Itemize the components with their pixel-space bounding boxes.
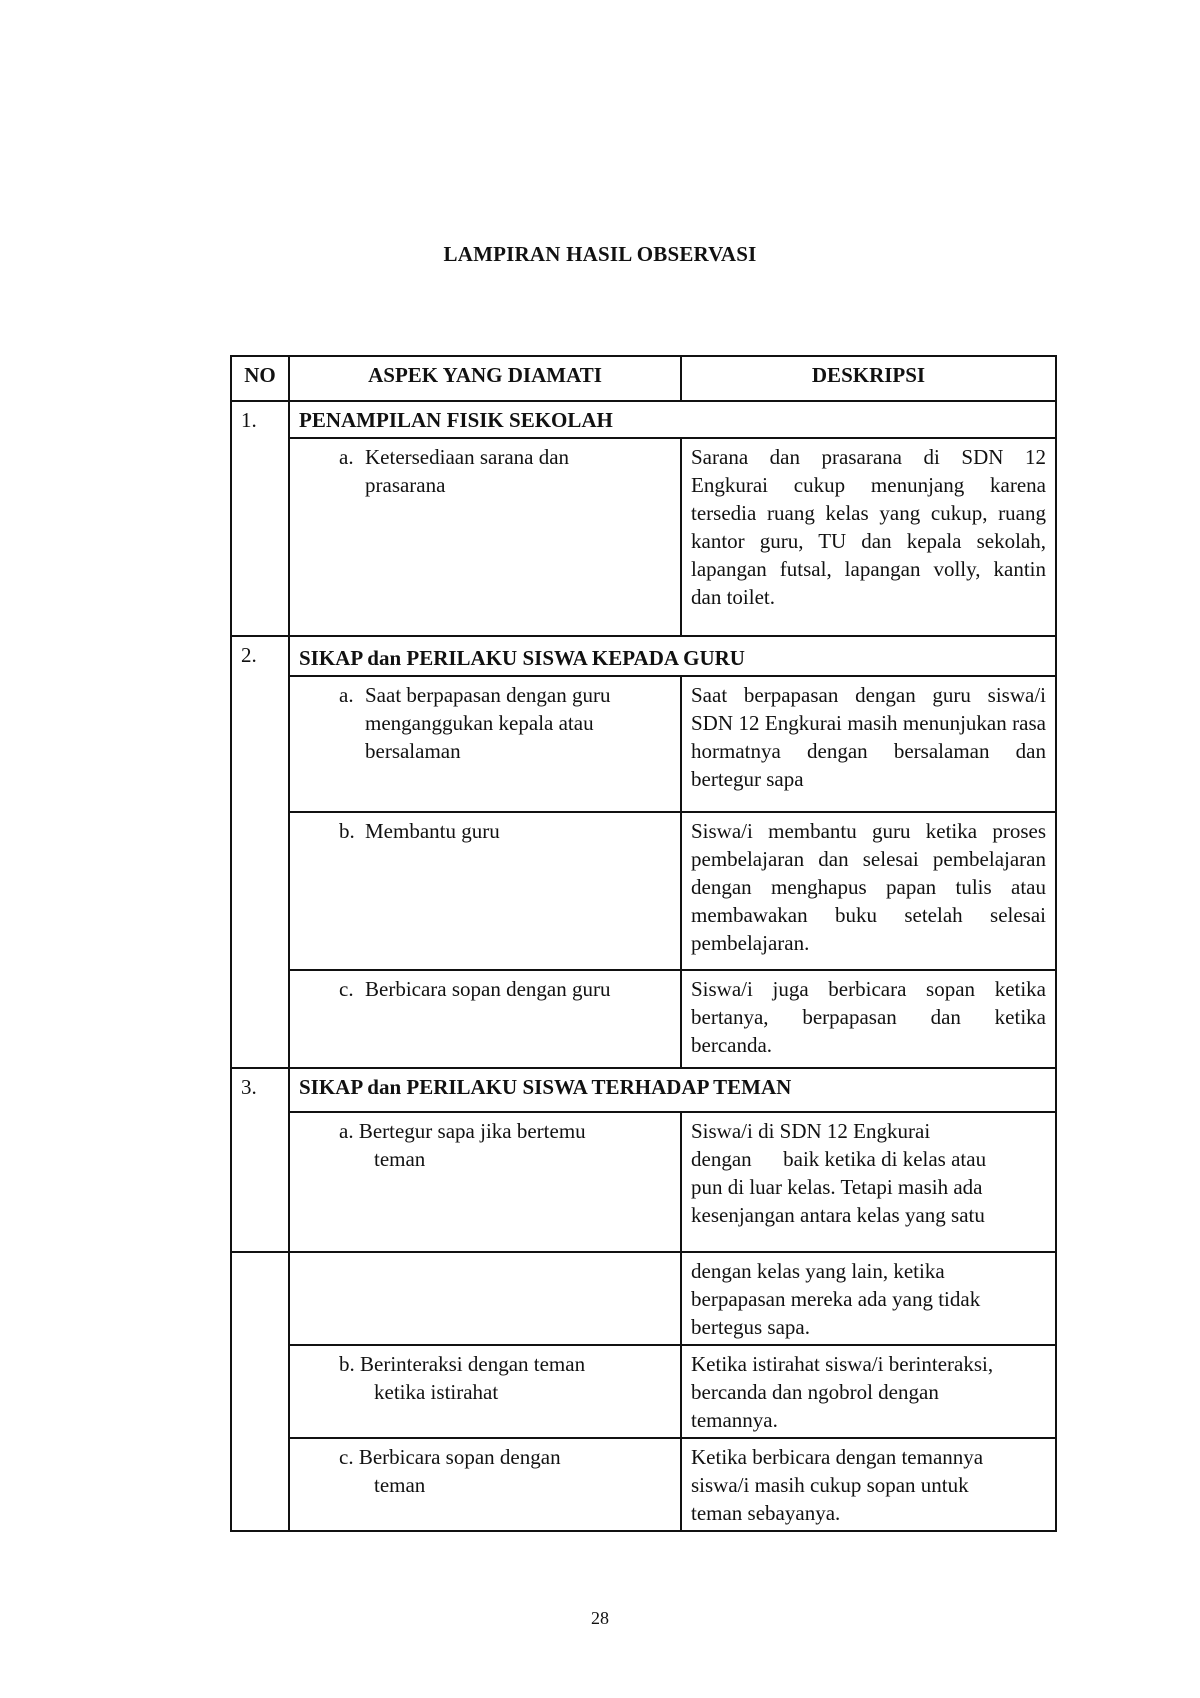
table-row bbox=[231, 1438, 1056, 1531]
description-cell bbox=[681, 1112, 1056, 1252]
table-row bbox=[231, 1345, 1056, 1438]
description-cell bbox=[681, 1345, 1056, 1438]
table-row bbox=[231, 1112, 1056, 1252]
aspect-cell bbox=[289, 812, 681, 970]
description-line: berpapasan mereka ada yang tidak bbox=[691, 1287, 981, 1311]
aspect-cell bbox=[289, 676, 681, 812]
section-row bbox=[231, 636, 1056, 676]
aspect-text: menganggukan kepala atau bbox=[365, 711, 594, 735]
description-line: kesenjangan antara kelas yang satu bbox=[691, 1203, 985, 1227]
aspect-cell bbox=[289, 1438, 681, 1531]
section-row bbox=[231, 1068, 1056, 1112]
section-title: SIKAP dan PERILAKU SISWA KEPADA GURU bbox=[289, 636, 1056, 676]
section-number-cell bbox=[231, 438, 289, 636]
description-line: pun di luar kelas. Tetapi masih ada bbox=[691, 1175, 983, 1199]
description-line: bertegus sapa. bbox=[691, 1315, 810, 1339]
section-row bbox=[231, 401, 1056, 438]
description-cell: Saat berpapasan dengan guru siswa/i SDN 12 Engkurai masih menunjukan rasa hormatnya dengan bersalaman dan bertegur sapa bbox=[681, 676, 1056, 812]
header-description: DESKRIPSI bbox=[681, 356, 1056, 401]
table-row bbox=[231, 438, 1056, 636]
aspect-text: c. Berbicara sopan dengan bbox=[339, 1445, 561, 1469]
description-line: dengan baik ketika di kelas atau bbox=[691, 1147, 987, 1171]
description-line: siswa/i masih cukup sopan untuk bbox=[691, 1473, 969, 1497]
aspect-cell bbox=[289, 1252, 681, 1345]
aspect-text: Ketersediaan sarana dan bbox=[365, 445, 570, 469]
section-number-cell bbox=[231, 1345, 289, 1438]
description-cell bbox=[681, 1438, 1056, 1531]
aspect-cell bbox=[289, 438, 681, 636]
item-marker: a. bbox=[339, 683, 354, 707]
section-number: 1. bbox=[231, 401, 289, 438]
section-number-cell bbox=[231, 970, 289, 1068]
aspect-text: Saat berpapasan dengan guru bbox=[365, 683, 611, 707]
item-marker: b. bbox=[339, 819, 355, 843]
item-marker: c. bbox=[339, 977, 354, 1001]
aspect-text: Membantu guru bbox=[365, 819, 500, 843]
description-cell: Sarana dan prasarana di SDN 12 Engkurai cukup menunjang karena tersedia ruang kelas yang cukup, ruang kantor guru, TU dan kepala sekolah, lapangan futsal, lapangan volly, kantin dan toilet. bbox=[681, 438, 1056, 636]
header-no: NO bbox=[231, 356, 289, 401]
description-line: Ketika istirahat siswa/i berinteraksi, bbox=[691, 1352, 994, 1376]
section-number: 3. bbox=[231, 1068, 289, 1112]
aspect-text: prasarana bbox=[365, 473, 446, 497]
aspect-cell bbox=[289, 1112, 681, 1252]
aspect-text: teman bbox=[374, 1147, 426, 1171]
aspect-cell bbox=[289, 970, 681, 1068]
page-number: 28 bbox=[591, 1608, 609, 1628]
description-line: bercanda dan ngobrol dengan bbox=[691, 1380, 939, 1404]
observation-table bbox=[230, 355, 1057, 1532]
aspect-text: a. Bertegur sapa jika bertemu bbox=[339, 1119, 586, 1143]
header-aspect: ASPEK YANG DIAMATI bbox=[289, 356, 681, 401]
item-marker: a. bbox=[339, 445, 354, 469]
section-title: SIKAP dan PERILAKU SISWA TERHADAP TEMAN bbox=[289, 1068, 1056, 1112]
description-line: Siswa/i di SDN 12 Engkurai bbox=[691, 1119, 931, 1143]
aspect-cell bbox=[289, 1345, 681, 1438]
aspect-text: Berbicara sopan dengan guru bbox=[365, 977, 611, 1001]
description-cell: Siswa/i membantu guru ketika proses pembelajaran dan selesai pembelajaran dengan menghapus papan tulis atau membawakan buku setelah selesai pembelajaran. bbox=[681, 812, 1056, 970]
description-line: Ketika berbicara dengan temannya bbox=[691, 1445, 984, 1469]
section-number-cell bbox=[231, 676, 289, 812]
table-row bbox=[231, 1252, 1056, 1345]
section-number-cell bbox=[231, 1252, 289, 1345]
description-line: dengan kelas yang lain, ketika bbox=[691, 1259, 945, 1283]
description-cell: Siswa/i juga berbicara sopan ketika bertanya, berpapasan dan ketika bercanda. bbox=[681, 970, 1056, 1068]
section-number-cell bbox=[231, 1438, 289, 1531]
section-number: 2. bbox=[231, 636, 289, 676]
section-number-cell bbox=[231, 1112, 289, 1252]
aspect-text: b. Berinteraksi dengan teman bbox=[339, 1352, 586, 1376]
description-cell bbox=[681, 1252, 1056, 1345]
description-line: temannya. bbox=[691, 1408, 778, 1432]
section-number-cell bbox=[231, 812, 289, 970]
aspect-text: bersalaman bbox=[365, 739, 461, 763]
aspect-text: teman bbox=[374, 1473, 426, 1497]
section-title: PENAMPILAN FISIK SEKOLAH bbox=[289, 401, 1056, 438]
table-row bbox=[231, 812, 1056, 970]
page-title: LAMPIRAN HASIL OBSERVASI bbox=[443, 242, 757, 266]
aspect-text: ketika istirahat bbox=[374, 1380, 499, 1404]
description-line: teman sebayanya. bbox=[691, 1501, 841, 1525]
table-header-row bbox=[231, 356, 1056, 401]
table-row bbox=[231, 676, 1056, 812]
table-row bbox=[231, 970, 1056, 1068]
